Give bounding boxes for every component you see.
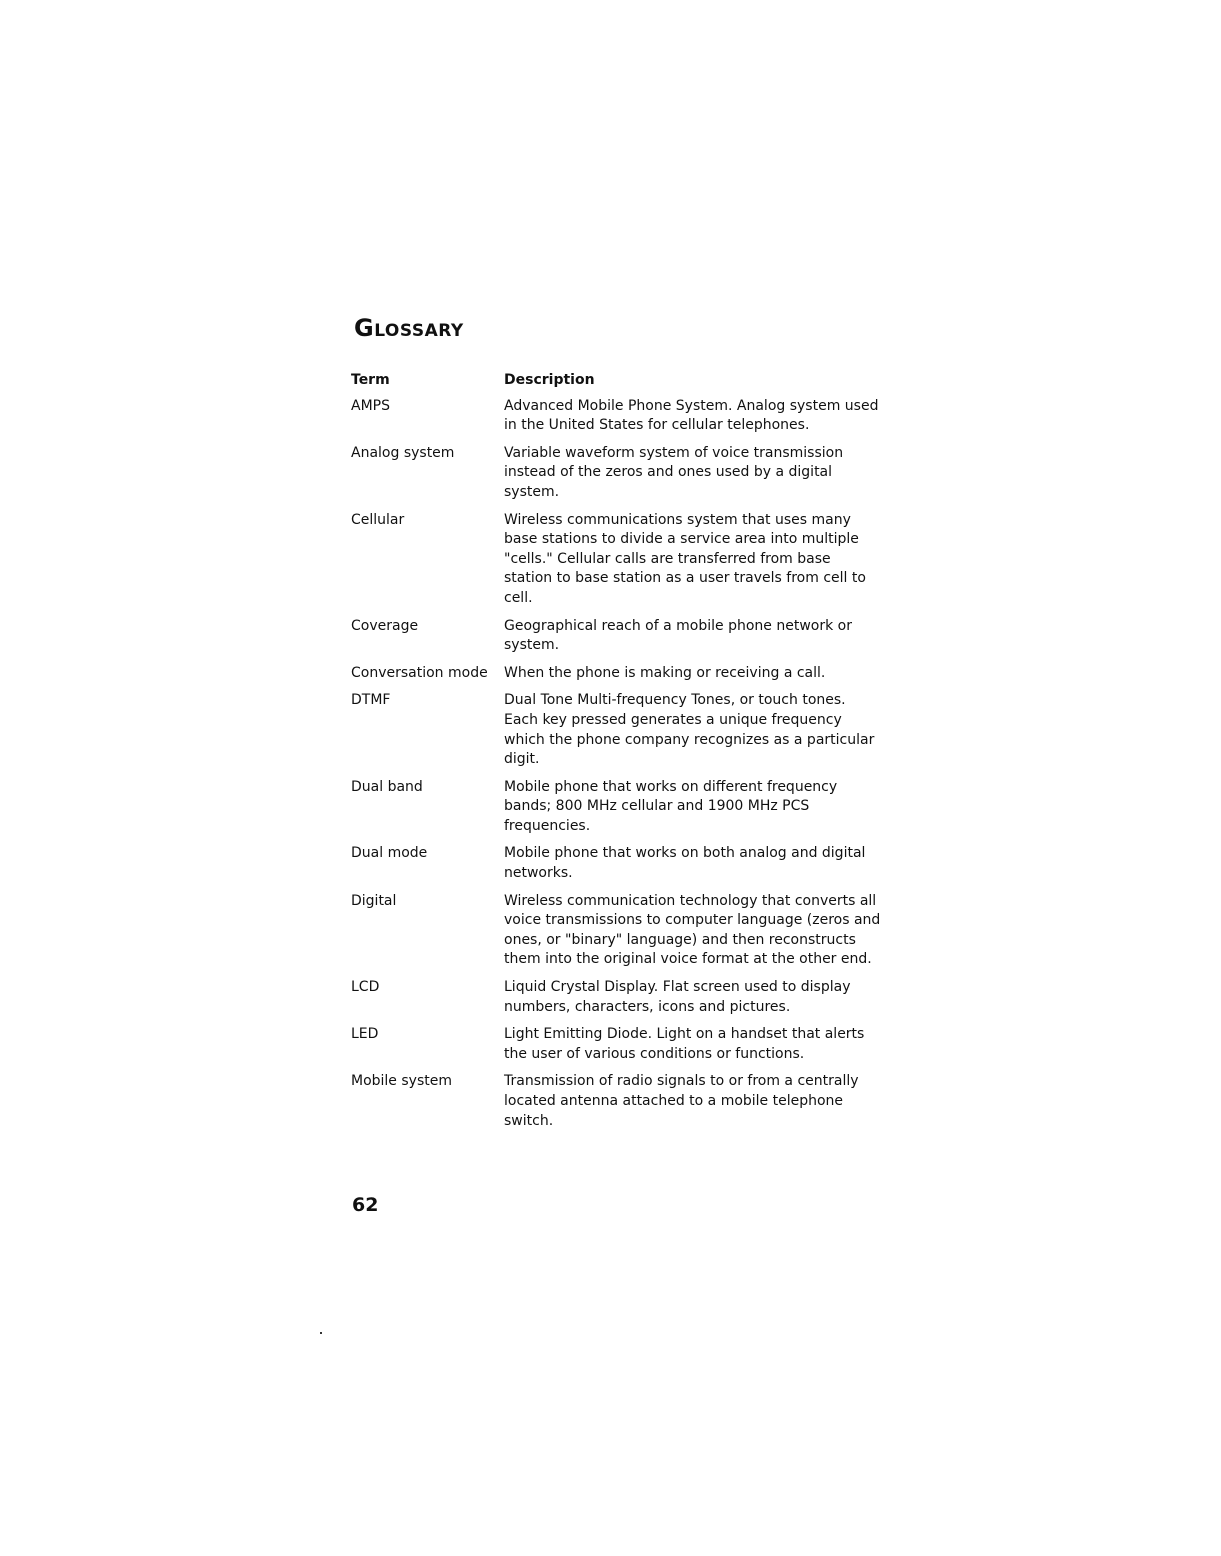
glossary-table <box>351 371 881 1139</box>
table-header-row <box>351 371 881 397</box>
term-cell: Dual band <box>351 778 423 795</box>
description-cell: Dual Tone Multi-frequency Tones, or touch tones. Each key pressed generates a unique frequency which the phone company recognizes as a particular digit. <box>504 692 875 768</box>
term-cell: Cellular <box>351 511 405 528</box>
term-cell: LCD <box>351 979 380 996</box>
table-row <box>351 1025 881 1072</box>
description-cell: Wireless communication technology that converts all voice transmissions to computer language (zeros and ones, or "binary" language) and then reconstructs them into the original voice format at the other end. <box>504 892 881 968</box>
description-cell: Transmission of radio signals to or from a centrally located antenna attached to a mobile telephone switch. <box>504 1073 859 1129</box>
description-cell: Mobile phone that works on different frequency bands; 800 MHz cellular and 1900 MHz PCS frequencies. <box>504 778 838 834</box>
column-header-term: Term <box>351 372 390 388</box>
table-row <box>351 664 881 692</box>
table-row <box>351 892 881 978</box>
term-cell: Dual mode <box>351 845 428 862</box>
term-cell: AMPS <box>351 397 390 414</box>
term-cell: Analog system <box>351 444 455 461</box>
table-row <box>351 691 881 777</box>
term-cell: Conversation mode <box>351 664 488 681</box>
column-header-description: Description <box>504 372 595 388</box>
table-row <box>351 844 881 891</box>
table-row <box>351 617 881 664</box>
table-row <box>351 1072 881 1139</box>
table-row <box>351 397 881 444</box>
scan-speck <box>320 1332 322 1334</box>
description-cell: Light Emitting Diode. Light on a handset that alerts the user of various conditions or functions. <box>504 1026 865 1062</box>
page-title: Glossary <box>354 314 464 342</box>
term-cell: Digital <box>351 892 397 909</box>
term-cell: DTMF <box>351 692 391 709</box>
description-cell: Advanced Mobile Phone System. Analog system used in the United States for cellular telephones. <box>504 397 879 434</box>
description-cell: Geographical reach of a mobile phone network or system. <box>504 617 852 654</box>
page-number: 62 <box>352 1194 379 1216</box>
table-row <box>351 444 881 511</box>
table-row <box>351 511 881 617</box>
table-row <box>351 978 881 1025</box>
description-cell: When the phone is making or receiving a call. <box>504 664 826 681</box>
description-cell: Liquid Crystal Display. Flat screen used to display numbers, characters, icons and pictures. <box>504 979 851 1015</box>
description-cell: Variable waveform system of voice transmission instead of the zeros and ones used by a digital system. <box>504 444 844 500</box>
description-cell: Wireless communications system that uses many base stations to divide a service area into multiple "cells." Cellular calls are transferred from base station to base station as a user travels from cell to cell. <box>504 511 866 606</box>
table-row <box>351 778 881 845</box>
description-cell: Mobile phone that works on both analog and digital networks. <box>504 845 866 882</box>
term-cell: Coverage <box>351 617 419 634</box>
term-cell: Mobile system <box>351 1073 452 1090</box>
term-cell: LED <box>351 1026 379 1043</box>
